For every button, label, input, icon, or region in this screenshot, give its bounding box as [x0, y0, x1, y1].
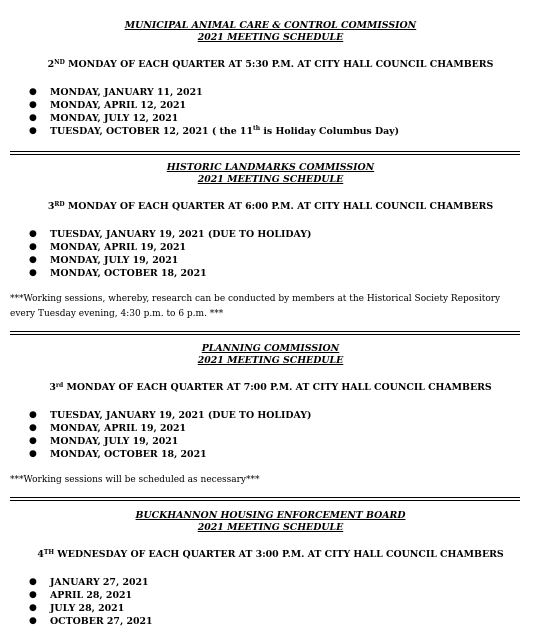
date-text: OCTOBER 27, 2021 — [50, 616, 153, 627]
schedule-ordinal-suffix: rd — [55, 382, 64, 389]
schedule-text: MONDAY OF EACH QUARTER AT 7:00 P.M. AT CITY HALL COUNCIL CHAMBERS — [63, 382, 492, 393]
section-subtitle: 2021 MEETING SCHEDULE — [197, 522, 344, 533]
date-list — [0, 576, 541, 628]
date-list — [0, 409, 541, 461]
date-text: JULY 28, 2021 — [50, 603, 125, 614]
schedule-line — [0, 549, 541, 561]
date-text: MONDAY, APRIL 19, 2021 — [50, 423, 187, 434]
list-item — [0, 602, 541, 615]
section-planning — [0, 343, 541, 488]
holiday-note — [209, 126, 400, 137]
bullet-icon: ● — [29, 268, 37, 278]
date-text: MONDAY, JANUARY 11, 2021 — [50, 87, 203, 98]
schedule-text: WEDNESDAY OF EACH QUARTER AT 3:00 P.M. AT CITY HALL COUNCIL CHAMBERS — [54, 549, 504, 560]
date-text: MONDAY, APRIL 19, 2021 — [50, 242, 187, 253]
section-title: BUCKHANNON HOUSING ENFORCEMENT BOARD — [135, 510, 406, 521]
list-item — [0, 86, 541, 99]
schedule-text: MONDAY OF EACH QUARTER AT 5:30 P.M. AT CITY HALL COUNCIL CHAMBERS — [64, 59, 494, 70]
bullet-icon: ● — [29, 410, 37, 420]
date-text: MONDAY, APRIL 12, 2021 — [50, 100, 187, 111]
schedule-ordinal: 3 — [47, 201, 55, 212]
list-item — [0, 435, 541, 448]
schedule-line — [0, 382, 541, 394]
bullet-icon: ● — [29, 423, 37, 433]
bullet-icon: ● — [29, 229, 37, 239]
holiday-note-pre: ( the 11 — [208, 126, 253, 137]
schedule-text: MONDAY OF EACH QUARTER AT 6:00 P.M. AT CITY HALL COUNCIL CHAMBERS — [64, 201, 494, 212]
section-animal-care — [0, 20, 541, 138]
schedule-ordinal-suffix: ND — [54, 59, 65, 66]
bullet-icon: ● — [29, 616, 37, 626]
list-item — [0, 228, 541, 241]
date-text: MONDAY, JULY 12, 2021 — [50, 113, 179, 124]
section-historic-landmarks — [0, 162, 541, 322]
schedule-ordinal: 3 — [49, 382, 56, 393]
list-item — [0, 448, 541, 461]
bullet-icon: ● — [29, 126, 37, 136]
section-title: PLANNING COMMISSION — [201, 343, 340, 354]
bullet-icon: ● — [29, 113, 37, 123]
list-item — [0, 112, 541, 125]
schedule-ordinal-suffix: TH — [43, 549, 54, 556]
bullet-icon: ● — [29, 242, 37, 252]
section-divider — [10, 151, 520, 155]
bullet-icon: ● — [29, 603, 37, 613]
list-item — [0, 125, 541, 138]
section-subtitle: 2021 MEETING SCHEDULE — [197, 32, 344, 43]
bullet-icon: ● — [29, 577, 37, 587]
list-item — [0, 267, 541, 280]
date-text: TUESDAY, JANUARY 19, 2021 (DUE TO HOLIDAY) — [50, 410, 312, 421]
date-text: TUESDAY, OCTOBER 12, 2021 — [50, 126, 209, 137]
bullet-icon: ● — [29, 590, 37, 600]
list-item — [0, 589, 541, 602]
date-text: JANUARY 27, 2021 — [50, 577, 149, 588]
note-line: every Tuesday evening, 4:30 p.m. to 6 p.m. *** — [10, 309, 224, 319]
section-divider — [10, 497, 520, 501]
schedule-line — [0, 59, 541, 71]
date-text: MONDAY, OCTOBER 18, 2021 — [50, 449, 207, 460]
bullet-icon: ● — [29, 255, 37, 265]
list-item — [0, 576, 541, 589]
schedule-ordinal: 2 — [47, 59, 55, 70]
section-subtitle: 2021 MEETING SCHEDULE — [197, 174, 344, 185]
holiday-note-post: is Holiday Columbus Day) — [260, 126, 400, 137]
schedule-ordinal: 4 — [37, 549, 44, 560]
bullet-icon: ● — [29, 87, 37, 97]
working-session-note — [0, 292, 530, 322]
list-item — [0, 422, 541, 435]
date-list — [0, 228, 541, 280]
bullet-icon: ● — [29, 100, 37, 110]
schedule-ordinal-suffix: RD — [54, 201, 65, 208]
note-line: ***Working sessions will be scheduled as necessary*** — [10, 475, 260, 485]
date-text: APRIL 28, 2021 — [50, 590, 133, 601]
list-item — [0, 254, 541, 267]
date-text: MONDAY, JULY 19, 2021 — [50, 436, 179, 447]
date-text: TUESDAY, JANUARY 19, 2021 (DUE TO HOLIDAY) — [50, 229, 312, 240]
date-text: MONDAY, JULY 19, 2021 — [50, 255, 179, 266]
holiday-note-suffix: th — [252, 125, 261, 132]
section-title: MUNICIPAL ANIMAL CARE & CONTROL COMMISSION — [124, 20, 417, 31]
list-item — [0, 99, 541, 112]
bullet-icon: ● — [29, 449, 37, 459]
section-divider — [10, 331, 520, 335]
list-item — [0, 409, 541, 422]
section-title: HISTORIC LANDMARKS COMMISSION — [166, 162, 375, 173]
bullet-icon: ● — [29, 436, 37, 446]
section-housing-enforcement — [0, 510, 541, 628]
note-line: ***Working sessions, whereby, research can be conducted by members at the Historical Society Repository — [10, 294, 501, 304]
list-item — [0, 615, 541, 628]
list-item — [0, 241, 541, 254]
date-list — [0, 86, 541, 138]
schedule-line — [0, 201, 541, 213]
section-subtitle: 2021 MEETING SCHEDULE — [197, 355, 344, 366]
date-text: MONDAY, OCTOBER 18, 2021 — [50, 268, 207, 279]
working-session-note — [0, 473, 530, 488]
